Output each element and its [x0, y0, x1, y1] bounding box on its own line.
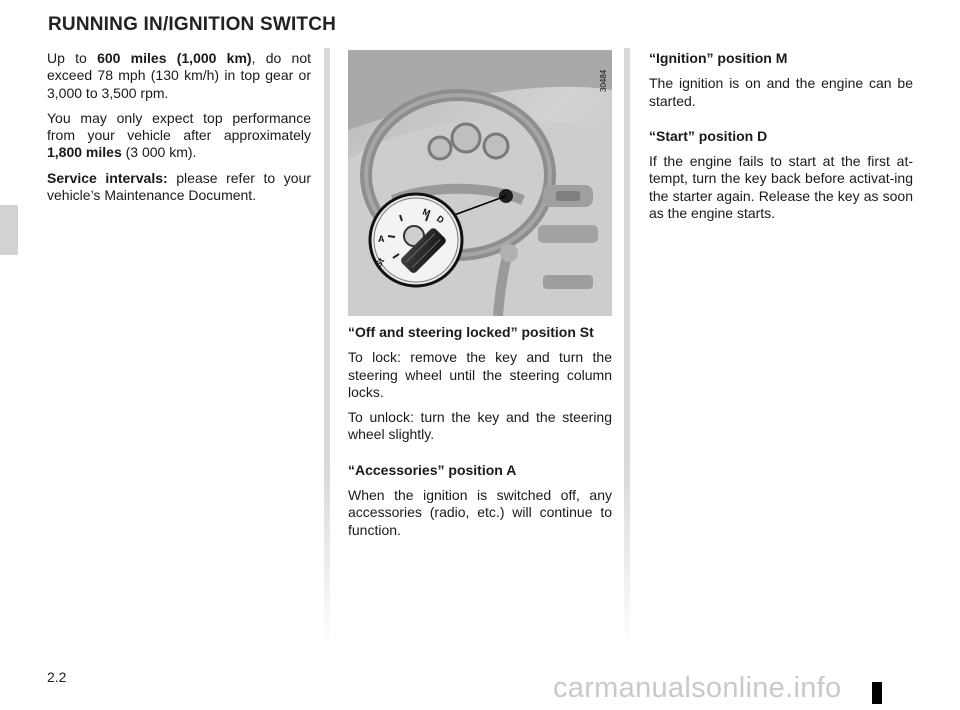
- page-number: 2.2: [47, 669, 67, 685]
- watermark: carmanualsonline.info: [553, 672, 842, 704]
- section-tab: [0, 205, 18, 255]
- column-positions-st-a: [348, 324, 612, 547]
- heading-position-a: “Accessories” position A: [348, 461, 517, 478]
- position-label-st: St: [373, 256, 387, 269]
- position-label-m: M: [421, 206, 432, 219]
- paragraph-performance: You may only expect top performance from your vehicle after approximately 1,800 miles (3 000 km).: [47, 109, 311, 161]
- paragraph-service-intervals: Service intervals: please refer to your vehicle’s Maintenance Document.: [47, 169, 311, 204]
- performance-distance: 1,800 miles: [47, 144, 122, 161]
- paragraph-start: If the engine fails to start at the first at-tempt, turn the key back before activat-ing the starter again. Release the key as soon as the engine starts.: [649, 153, 913, 222]
- paragraph-unlock: To unlock: turn the key and the steering wheel slightly.: [348, 409, 612, 443]
- heading-position-m: “Ignition” position M: [649, 50, 788, 66]
- service-intervals-label: Service intervals:: [47, 169, 168, 186]
- page-title: RUNNING IN/IGNITION SWITCH: [48, 14, 337, 35]
- paragraph-running-in-limits: Up to 600 miles (1,000 km), do not exceed 78 mph (130 km/h) in top gear or 3,000 to 3,500 rpm.: [47, 50, 311, 101]
- ignition-switch-figure: [348, 50, 612, 316]
- column-divider: [624, 48, 630, 648]
- corner-mark: [872, 682, 882, 704]
- position-label-a: A: [378, 234, 385, 244]
- column-running-in: [47, 50, 311, 212]
- paragraph-ignition: The ignition is on and the engine can be started.: [649, 75, 913, 109]
- paragraph-accessories: When the ignition is switched off, any accessories (radio, etc.) will continue to function.: [348, 487, 612, 538]
- heading-position-st: “Off and steering locked” position St: [348, 324, 594, 340]
- dashboard-illustration: [348, 50, 612, 316]
- heading-position-d: “Start” position D: [649, 127, 768, 144]
- column-divider: [324, 48, 330, 648]
- figure-reference: 30484: [599, 69, 608, 92]
- column-positions-m-d: [649, 50, 913, 230]
- paragraph-lock: To lock: remove the key and turn the steering wheel until the steering column locks.: [348, 349, 612, 400]
- position-label-d: D: [434, 213, 446, 226]
- distance-limit: 600 miles (1,000 km): [97, 50, 252, 66]
